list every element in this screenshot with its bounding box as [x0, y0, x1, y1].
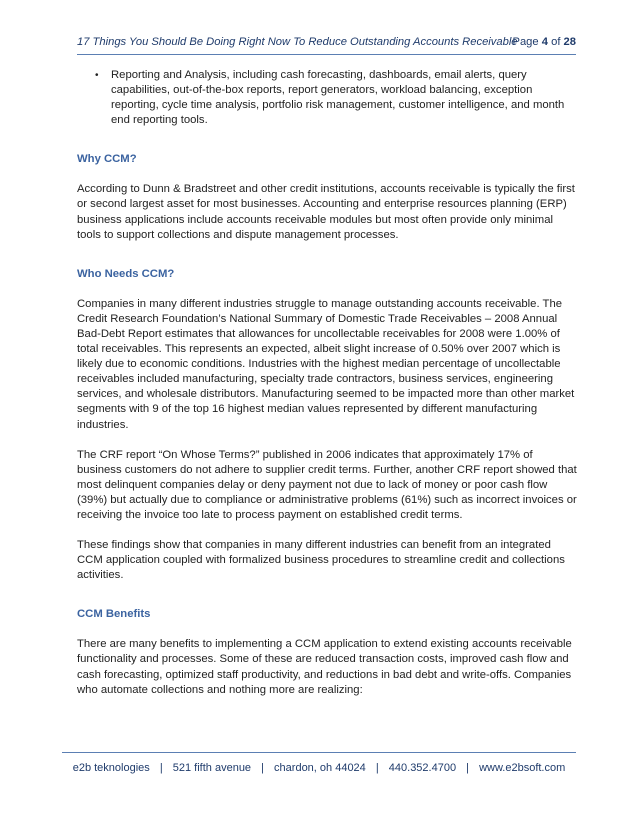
page-content	[77, 68, 577, 698]
footer-separator: |	[375, 762, 379, 774]
bullet-item	[95, 68, 577, 128]
page-of: of	[551, 36, 561, 48]
footer-separator: |	[159, 762, 163, 774]
paragraph: Companies in many different industries struggle to manage outstanding accounts receivable. The Credit Research Foundation’s National Summary of Domestic Trade Receivables – 2008 Annual Bad-Debt Report estimates that allowances for uncollectable receivables for 2008 were 1.00% of total receivables. This represents an expected, albeit slight increase of 0.50% over 2007 which is likely due to economic conditions. Industries with the highest median percentage of uncollectable receivables included manufacturing, specialty trade contractors, business services, engineering services, and wholesale distributors. Manufacturing seemed to be impacted more than other market segments with 9 of the top 16 highest median values represented by different manufacturing industries.	[77, 297, 575, 431]
footer-city: chardon, oh 44024	[274, 762, 366, 774]
bullet-text: Reporting and Analysis, including cash forecasting, dashboards, email alerts, query capabilities, out-of-the-box reports, report generators, workload balancing, exception reporting, cycle time analysis, portfolio risk management, customer intelligence, and month end reporting tools.	[111, 69, 565, 127]
footer-phone: 440.352.4700	[388, 762, 457, 774]
page-current: 4	[541, 36, 548, 48]
section-heading-ccm-benefits: CCM Benefits	[77, 608, 151, 621]
page-header	[77, 36, 576, 55]
section-heading-who-needs-ccm: Who Needs CCM?	[77, 267, 175, 280]
footer-company: e2b teknologies	[72, 762, 150, 774]
paragraph: There are many benefits to implementing a CCM application to extend existing accounts receivable functionality and processes. Some of these are reduced transaction costs, improved cash flow and cash forecasting, optimized staff productivity, and reductions in bad debt and write-offs. Companies who automate collections and nothing more are realizing:	[77, 638, 572, 696]
bullet-glyph: •	[95, 70, 99, 81]
footer-address: 521 fifth avenue	[172, 762, 252, 774]
footer-separator: |	[466, 762, 469, 774]
page-footer	[62, 752, 576, 774]
page-number	[513, 36, 577, 48]
footer-website-link[interactable]: www.e2bsoft.com	[479, 762, 566, 774]
footer-separator: |	[261, 762, 264, 774]
paragraph: The CRF report “On Whose Terms?” published in 2006 indicates that approximately 17% of business customers do not adhere to supplier credit terms. Further, another CRF report showed that most delinquent companies delay or deny payment not due to lack of money or poor cash flow (39%) but actually due to compliance or administrative problems (61%) such as incorrect invoices or receiving the invoice too late to process payment on established credit terms.	[77, 448, 577, 521]
paragraph: According to Dunn & Bradstreet and other credit institutions, accounts receivable is typically the first or second largest asset for most businesses. Accounting and enterprise resources planning (ERP) business applications include accounts receivable modules but most often provide only minimal tools to support collections and dispute management processes.	[77, 183, 575, 241]
paragraph: These findings show that companies in many different industries can benefit from an integrated CCM application coupled with formalized business procedures to streamline credit and collections activities.	[77, 539, 565, 582]
page-prefix: Page	[512, 36, 539, 48]
document-title: 17 Things You Should Be Doing Right Now To Reduce Outstanding Accounts Receivable	[77, 36, 518, 48]
page-total: 28	[563, 36, 576, 48]
section-heading-why-ccm: Why CCM?	[77, 153, 137, 166]
